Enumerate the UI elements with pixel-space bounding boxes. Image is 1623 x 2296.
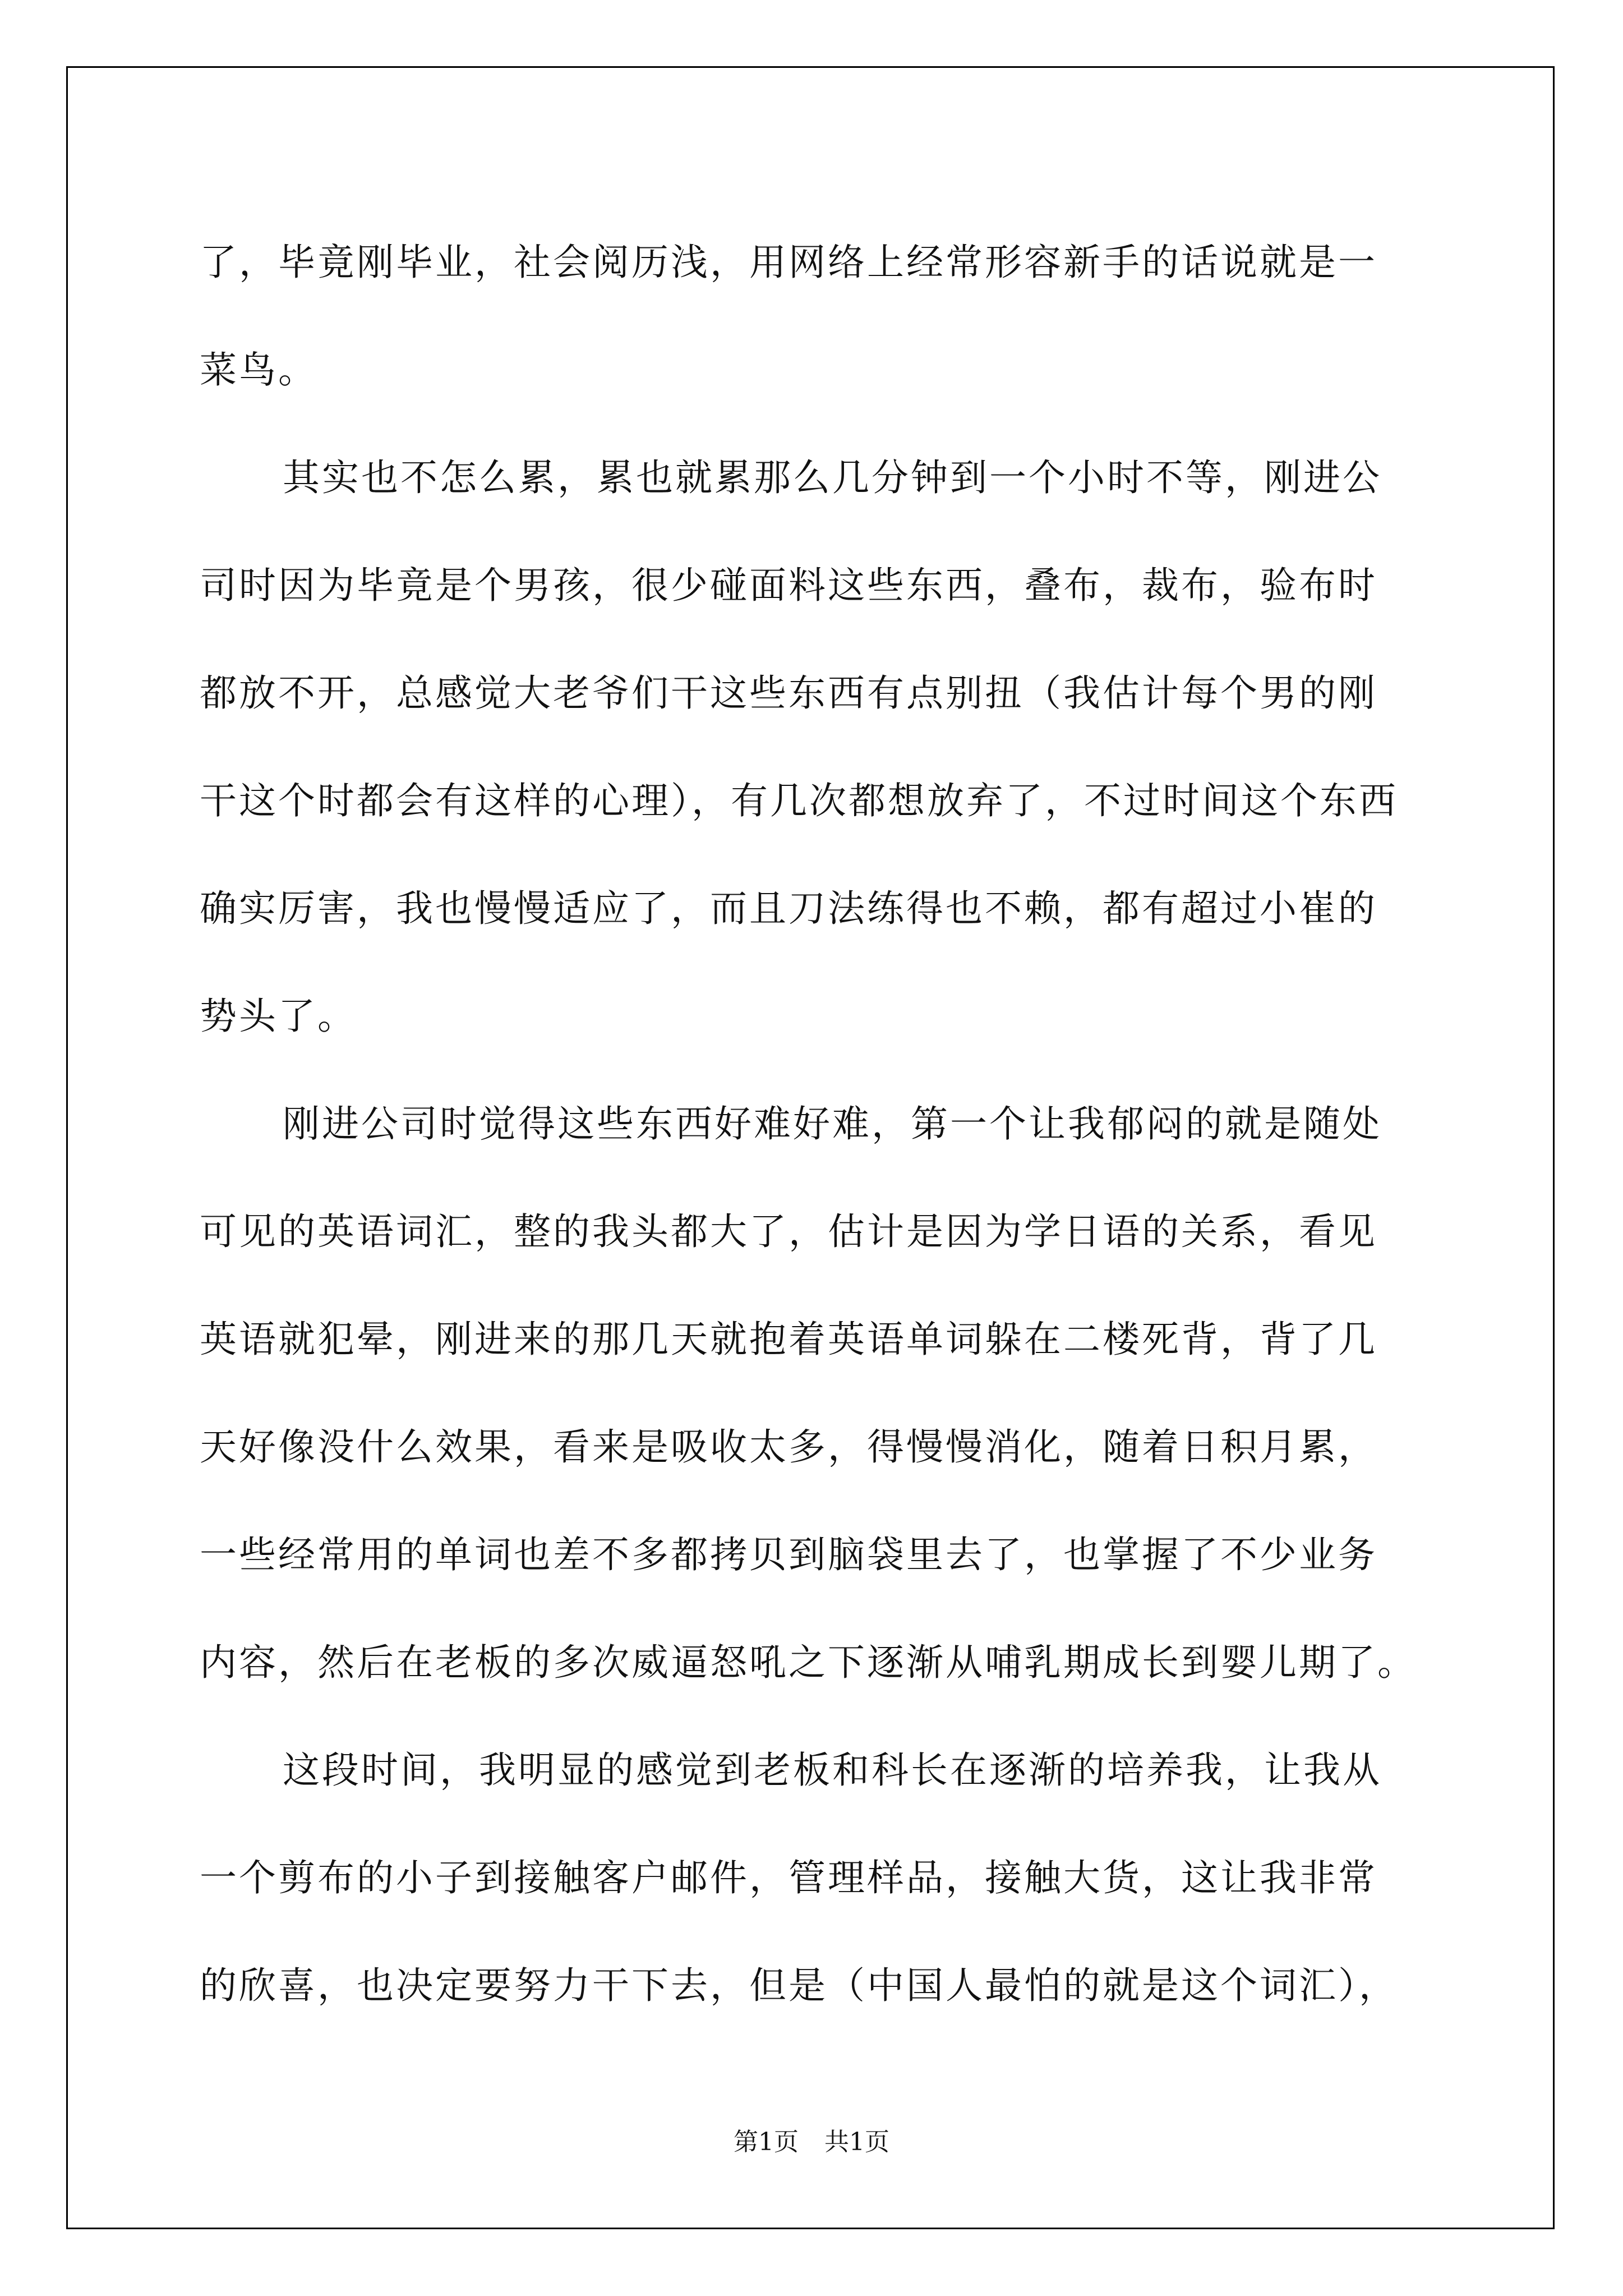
page-footer: [0, 2122, 1623, 2157]
page-number: 第1页: [734, 2128, 799, 2156]
text-line: 可见的英语词汇，整的我头都大了，估计是因为学日语的关系，看见: [200, 1210, 1377, 1253]
text-line: 这段时间，我明显的感觉到老板和科长在逐渐的培养我，让我从: [283, 1749, 1382, 1792]
text-line: 英语就犯晕，刚进来的那几天就抱着英语单词躲在二楼死背，背了几: [200, 1318, 1377, 1361]
text-line: 其实也不怎么累，累也就累那么几分钟到一个小时不等，刚进公: [283, 456, 1382, 499]
text-line: 一些经常用的单词也差不多都拷贝到脑袋里去了，也掌握了不少业务: [200, 1533, 1377, 1576]
total-pages: 共1页: [824, 2128, 889, 2156]
text-line: 天好像没什么效果，看来是吸收太多，得慢慢消化，随着日积月累，: [200, 1425, 1377, 1469]
document-body: [200, 209, 1454, 2040]
text-line: 势头了。: [200, 995, 357, 1038]
text-line: 干这个时都会有这样的心理），有几次都想放弃了，不过时间这个东西: [200, 779, 1398, 822]
text-line: 菜鸟。: [200, 348, 317, 392]
text-line: 一个剪布的小子到接触客户邮件，管理样品，接触大货，这让我非常: [200, 1856, 1377, 1899]
text-line: 刚进公司时觉得这些东西好难好难，第一个让我郁闷的就是随处: [283, 1102, 1382, 1145]
text-line: 都放不开，总感觉大老爷们干这些东西有点别扭（我估计每个男的刚: [200, 671, 1377, 715]
text-line: 的欣喜，也决定要努力干下去，但是（中国人最怕的就是这个词汇），: [200, 1964, 1398, 2007]
text-line: 了，毕竟刚毕业，社会阅历浅，用网络上经常形容新手的话说就是一: [200, 241, 1377, 284]
text-line: 司时因为毕竟是个男孩，很少碰面料这些东西，叠布，裁布，验布时: [200, 564, 1377, 607]
text-line: 确实厉害，我也慢慢适应了，而且刀法练得也不赖，都有超过小崔的: [200, 887, 1377, 930]
text-line: 内容，然后在老板的多次威逼怒吼之下逐渐从哺乳期成长到婴儿期了。: [200, 1641, 1417, 1684]
